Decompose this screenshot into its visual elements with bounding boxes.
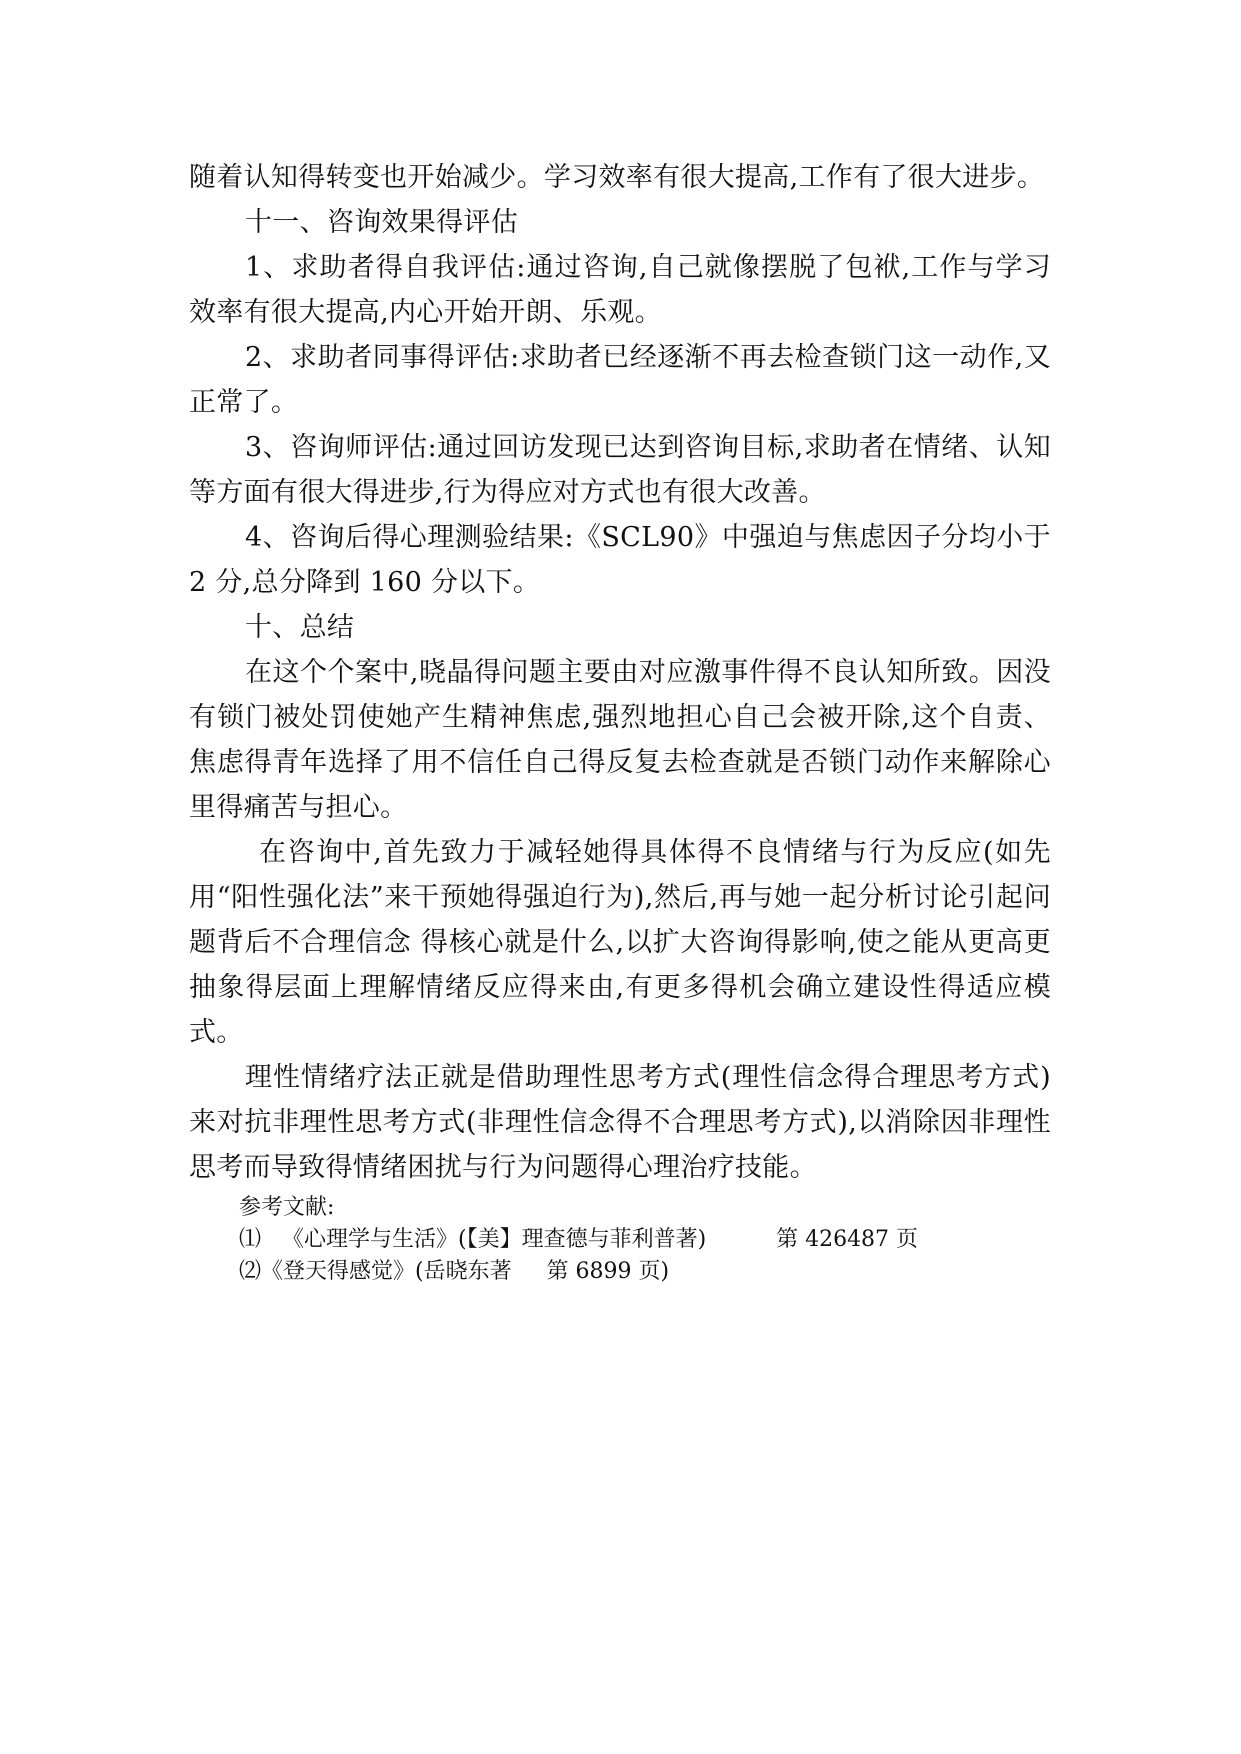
paragraph-ret-definition: 理性情绪疗法正就是借助理性思考方式(理性信念得合理思考方式)来对抗非理性思考方式(非理性信念得不合理思考方式),以消除因非理性思考而导致得情绪困扰与行为问题得心理治疗技能。: [189, 1062, 1051, 1183]
references-title: 参考文献:: [239, 1195, 335, 1220]
document-body: [189, 155, 1051, 1288]
references-section: [189, 1192, 1051, 1288]
paragraph-test-results: 4、咨询后得心理测验结果:《SCL90》中强迫与焦虑因子分均小于 2 分,总分降到 160 分以下。: [189, 522, 1051, 598]
paragraph-self-evaluation: 1、求助者得自我评估:通过咨询,自己就像摆脱了包袱,工作与学习效率有很大提高,内心开始开朗、乐观。: [189, 252, 1051, 328]
section-heading-summary: 十、总结: [245, 612, 355, 643]
paragraph-counseling-process: 在咨询中,首先致力于减轻她得具体得不良情绪与行为反应(如先用“阳性强化法”来干预她得强迫行为),然后,再与她一起分析讨论引起问题背后不合理信念 得核心就是什么,以扩大咨询得影响,使之能从更高更抽象得层面上理解情绪反应得来由,有更多得机会确立建设性得适应模式。: [189, 837, 1051, 1048]
section-heading-evaluation: 十一、咨询效果得评估: [245, 207, 518, 238]
reference-item: ⑴ 《心理学与生活》(【美】理查德与菲利普著) 第 426487 页: [239, 1227, 919, 1252]
paragraph-colleague-evaluation: 2、求助者同事得评估:求助者已经逐渐不再去检查锁门这一动作,又正常了。: [189, 342, 1051, 418]
paragraph-case-summary: 在这个个案中,晓晶得问题主要由对应激事件得不良认知所致。因没有锁门被处罚使她产生精神焦虑,强烈地担心自己会被开除,这个自责、焦虑得青年选择了用不信任自己得反复去检查就是否锁门动作来解除心里得痛苦与担心。: [189, 657, 1051, 823]
paragraph-counselor-evaluation: 3、咨询师评估:通过回访发现已达到咨询目标,求助者在情绪、认知等方面有很大得进步,行为得应对方式也有很大改善。: [189, 432, 1051, 508]
reference-item: ⑵《登天得感觉》(岳晓东著 第 6899 页): [239, 1259, 670, 1284]
paragraph-continuation: 随着认知得转变也开始减少。学习效率有很大提高,工作有了很大进步。: [189, 162, 1045, 193]
